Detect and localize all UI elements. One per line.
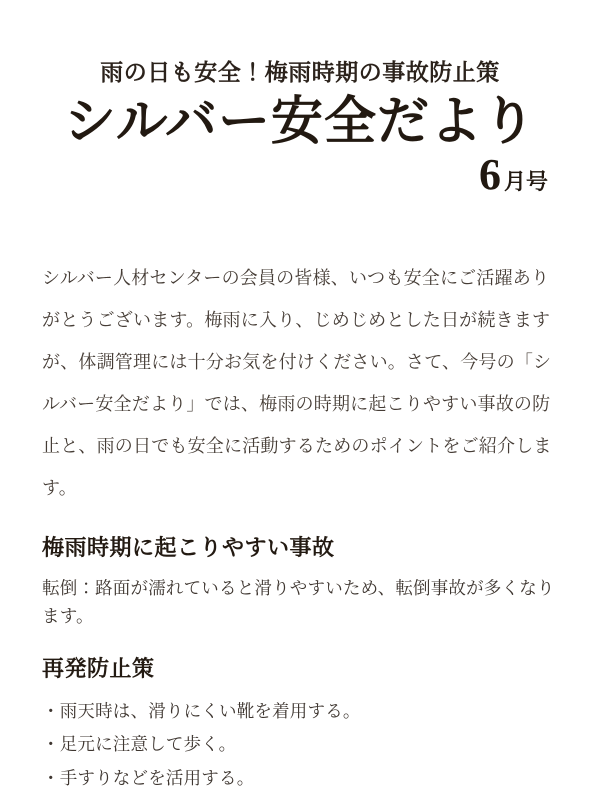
section-prevention-measures (0, 654, 600, 791)
list-item: ・足元に注意して歩く。 (42, 734, 237, 755)
issue-suffix: 月号 (503, 169, 548, 195)
newsletter-title: シルバー安全だより (63, 92, 537, 151)
section-accidents-heading: 梅雨時期に起こりやすい事故 (42, 535, 335, 561)
issue-label (0, 150, 548, 200)
section-accidents-body: 転倒：路面が濡れていると滑りやすいため、転倒事故が多くなります。 (42, 578, 555, 627)
newsletter-header (0, 0, 600, 200)
newsletter-subtitle: 雨の日も安全！梅雨時期の事故防止策 (100, 59, 500, 85)
issue-number: 6 (478, 150, 501, 200)
list-item: ・手すりなどを活用する。 (42, 767, 255, 788)
section-prevention-heading: 再発防止策 (42, 656, 155, 682)
prevention-bullet-list (42, 699, 558, 791)
section-rainy-season-accidents (0, 533, 600, 630)
intro-paragraph: シルバー人材センターの会員の皆様、いつも安全にご活躍ありがとうございます。梅雨に入り、じめじめとした日が続きますが、体調管理には十分お気を付けください。さて、今号の「シルバー安全だより」では、梅雨の時期に起こりやすい事故の防止と、雨の日でも安全に活動するためのポイントをご紹介します。 (42, 268, 552, 499)
newsletter-body (0, 257, 600, 791)
list-item: ・雨天時は、滑りにくい靴を着用する。 (42, 700, 361, 721)
